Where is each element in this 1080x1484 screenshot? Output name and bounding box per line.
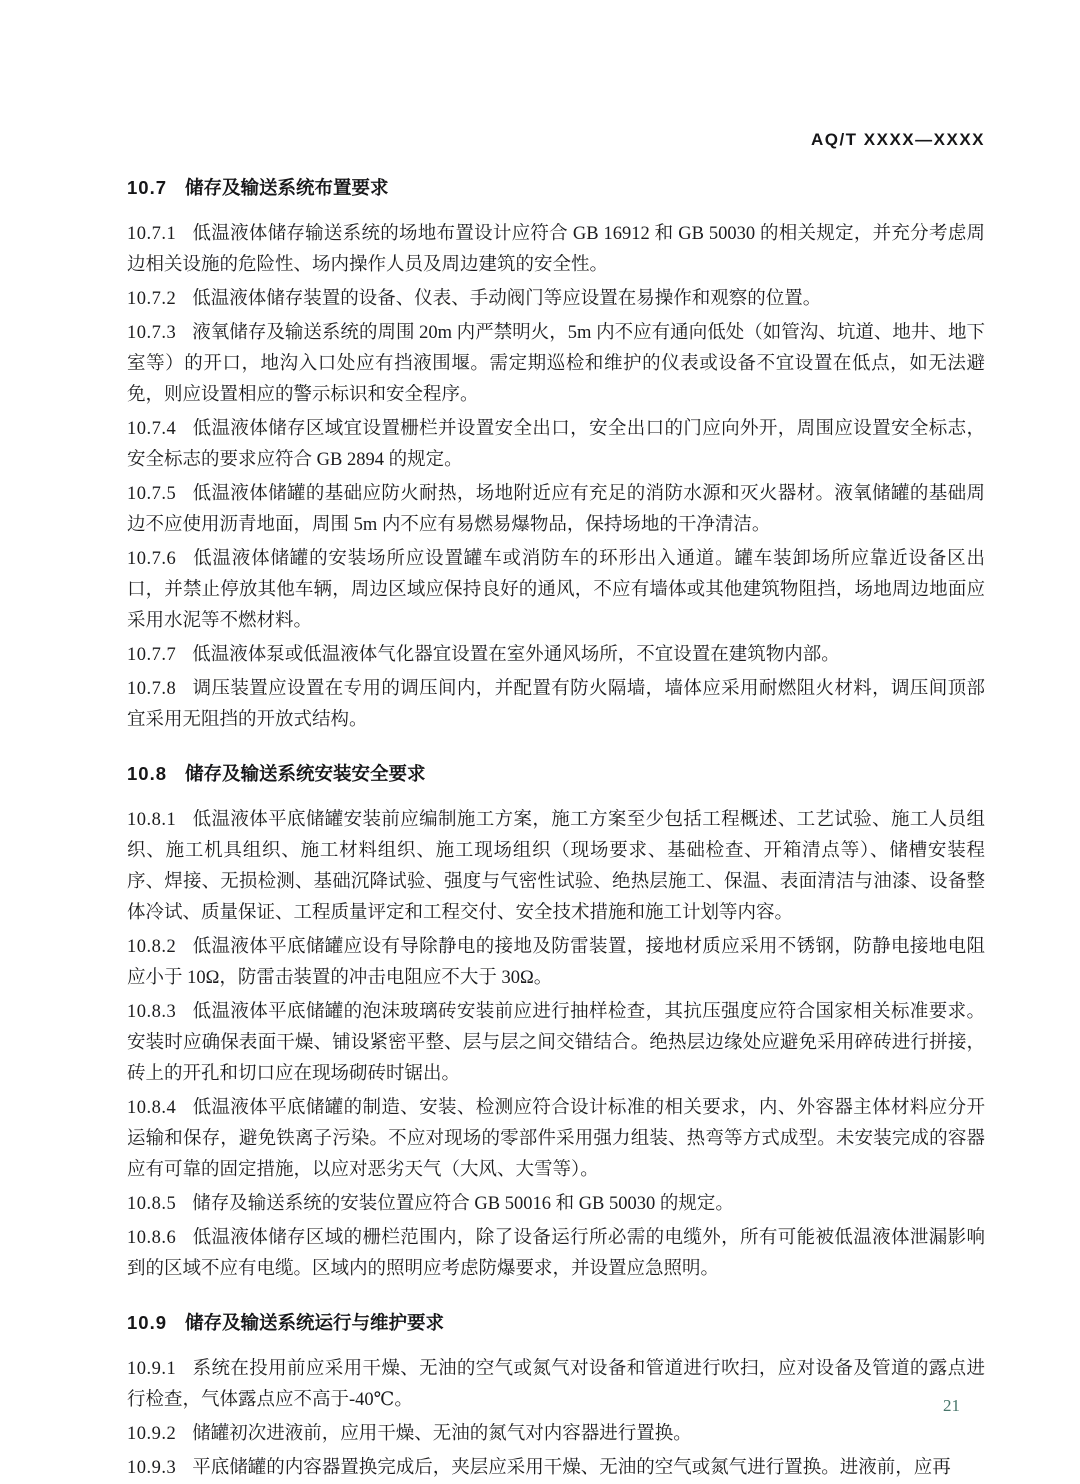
clause-paragraph (127, 674, 985, 736)
clause-text: 储存及输送系统的安装位置应符合 GB 50016 和 GB 50030 的规定。 (192, 1194, 734, 1214)
clause-paragraph (127, 997, 985, 1090)
clause-text: 低温液体储罐的安装场所应设置罐车或消防车的环形出入通道。罐车装卸场所应靠近设备区出口，并禁止停放其他车辆，周边区域应保持良好的通风，不应有墙体或其他建筑物阻挡，场地周边地面应采用水泥等不燃材料。 (127, 549, 985, 631)
clause-text: 低温液体储存输送系统的场地布置设计应符合 GB 16912 和 GB 50030 的相关规定，并充分考虑周边相关设施的危险性、场内操作人员及周边建筑的安全性。 (127, 224, 985, 275)
clause-paragraph (127, 932, 985, 994)
clause-text: 系统在投用前应采用干燥、无油的空气或氮气对设备和管道进行吹扫，应对设备及管道的露点进行检查，气体露点应不高于-40℃。 (127, 1359, 985, 1410)
clause-number: 10.7.2 (127, 289, 177, 309)
clause-paragraph (127, 1419, 985, 1450)
clause-text: 低温液体平底储罐安装前应编制施工方案，施工方案至少包括工程概述、工艺试验、施工人员组织、施工机具组织、施工材料组织、施工现场组织（现场要求、基础检查、开箱清点等）、储槽安装程序、焊接、无损检测、基础沉降试验、强度与气密性试验、绝热层施工、保温、表面清洁与油漆、设备整体冷试、质量保证、工程质量评定和工程交付、安全技术措施和施工计划等内容。 (127, 810, 985, 923)
clause-paragraph (127, 414, 985, 476)
clause-paragraph (127, 1189, 985, 1220)
section-number: 10.9 (127, 1312, 168, 1333)
section-heading (127, 761, 985, 787)
section-number: 10.7 (127, 177, 168, 198)
clause-number: 10.8.1 (127, 810, 177, 830)
clause-number: 10.8.3 (127, 1002, 177, 1022)
clause-paragraph (127, 479, 985, 541)
clause-text: 液氧储存及输送系统的周围 20m 内严禁明火，5m 内不应有通向低处（如管沟、坑道、地井、地下室等）的开口，地沟入口处应有挡液围堰。需定期巡检和维护的仪表或设备不宜设置在低点，如无法避免，则应设置相应的警示标识和安全程序。 (127, 323, 985, 405)
clause-text: 低温液体平底储罐的泡沫玻璃砖安装前应进行抽样检查，其抗压强度应符合国家相关标准要求。安装时应确保表面干燥、铺设紧密平整、层与层之间交错结合。绝热层边缘处应避免采用碎砖进行拼接，砖上的开孔和切口应在现场砌砖时锯出。 (127, 1002, 985, 1084)
section-title: 储存及输送系统运行与维护要求 (185, 1312, 445, 1333)
clause-number: 10.8.5 (127, 1194, 177, 1214)
clause-paragraph (127, 1093, 985, 1186)
clause-number: 10.7.7 (127, 645, 177, 665)
clause-text: 低温液体泵或低温液体气化器宜设置在室外通风场所，不宜设置在建筑物内部。 (192, 645, 840, 665)
clause-number: 10.8.4 (127, 1098, 177, 1118)
clause-number: 10.9.2 (127, 1424, 177, 1444)
clause-paragraph (127, 219, 985, 281)
section-title: 储存及输送系统安装安全要求 (185, 763, 426, 784)
clause-number: 10.8.6 (127, 1228, 177, 1248)
clause-paragraph (127, 1354, 985, 1416)
clause-paragraph (127, 640, 985, 671)
clause-text: 低温液体平底储罐的制造、安装、检测应符合设计标准的相关要求，内、外容器主体材料应分开运输和保存，避免铁离子污染。不应对现场的零部件采用强力组装、热弯等方式成型。未安装完成的容器应有可靠的固定措施，以应对恶劣天气（大风、大雪等）。 (127, 1098, 985, 1180)
section-heading (127, 175, 985, 201)
section-number: 10.8 (127, 763, 168, 784)
clause-number: 10.7.3 (127, 323, 177, 343)
clause-text: 低温液体平底储罐应设有导除静电的接地及防雷装置，接地材质应采用不锈钢，防静电接地电阻应小于 10Ω，防雷击装置的冲击电阻应不大于 30Ω。 (127, 937, 985, 988)
section-title: 储存及输送系统布置要求 (185, 177, 389, 198)
clause-paragraph (127, 1453, 985, 1484)
page-number: 21 (943, 1396, 960, 1415)
clause-number: 10.9.1 (127, 1359, 177, 1379)
clause-number: 10.7.8 (127, 679, 177, 699)
clause-paragraph (127, 318, 985, 411)
clause-number: 10.9.3 (127, 1458, 177, 1478)
document-body (127, 175, 985, 1484)
clause-paragraph (127, 805, 985, 929)
clause-text: 低温液体储存区域的栅栏范围内，除了设备运行所必需的电缆外，所有可能被低温液体泄漏影响到的区域不应有电缆。区域内的照明应考虑防爆要求，并设置应急照明。 (127, 1228, 985, 1279)
document-code: AQ/T XXXX—XXXX (810, 130, 985, 149)
clause-number: 10.7.6 (127, 549, 177, 569)
clause-paragraph (127, 1223, 985, 1285)
clause-text: 低温液体储罐的基础应防火耐热，场地附近应有充足的消防水源和灭火器材。液氧储罐的基础周边不应使用沥青地面，周围 5m 内不应有易燃易爆物品，保持场地的干净清洁。 (127, 484, 985, 535)
section-heading (127, 1310, 985, 1336)
clause-text: 低温液体储存区域宜设置栅栏并设置安全出口，安全出口的门应向外开，周围应设置安全标志，安全标志的要求应符合 GB 2894 的规定。 (127, 419, 985, 470)
clause-paragraph (127, 284, 985, 315)
clause-number: 10.7.4 (127, 419, 177, 439)
clause-number: 10.8.2 (127, 937, 177, 957)
clause-paragraph (127, 544, 985, 637)
clause-text: 低温液体储存装置的设备、仪表、手动阀门等应设置在易操作和观察的位置。 (192, 289, 822, 309)
clause-text: 平底储罐的内容器置换完成后，夹层应采用干燥、无油的空气或氮气进行置换。进液前，应再 (192, 1458, 951, 1478)
clause-number: 10.7.5 (127, 484, 177, 504)
clause-number: 10.7.1 (127, 224, 177, 244)
clause-text: 调压装置应设置在专用的调压间内，并配置有防火隔墙，墙体应采用耐燃阻火材料，调压间顶部宜采用无阻挡的开放式结构。 (127, 679, 985, 730)
clause-text: 储罐初次进液前，应用干燥、无油的氮气对内容器进行置换。 (192, 1424, 692, 1444)
